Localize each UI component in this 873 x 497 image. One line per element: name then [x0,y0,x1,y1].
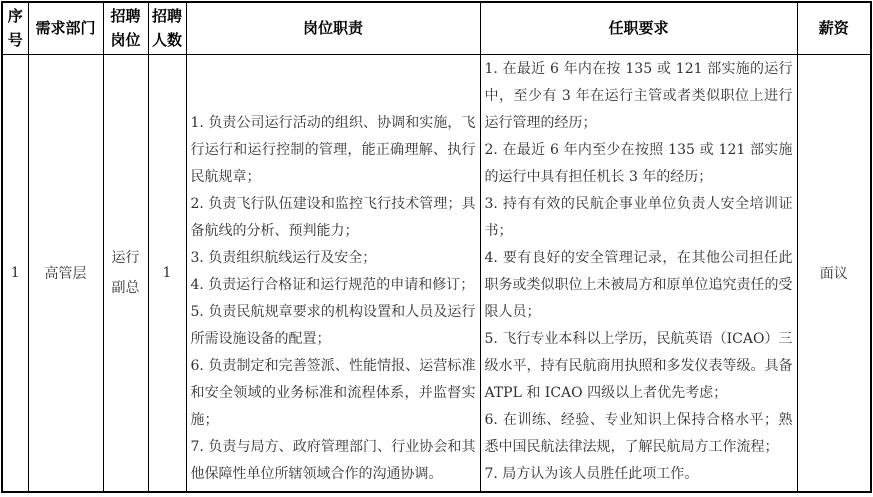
recruitment-table [1,1,872,493]
duty-item: 1. 负责公司运行活动的组织、协调和实施，飞行运行和运行控制的管理，能正确理解、执行民航规章； [190,115,476,185]
duty-item: 3. 负责组织航线运行及安全； [190,250,377,266]
position-text: 运行副总 [111,249,140,296]
requirement-item: 6. 在训练、经验、专业知识上保持合格水平；熟悉中国民航法律法规，了解民航局方工作流程； [484,411,793,455]
header-serial-number: 序号 [2,2,28,54]
duties-list [188,110,479,490]
requirement-item: 3. 持有有效的民航企事业单位负责人安全培训证书； [484,195,793,239]
header-requirements: 任职要求 [480,2,797,54]
duty-item: 7. 负责与局方、政府管理部门、行业协会和其他保障性单位所辖领域合作的沟通协调。 [190,439,476,482]
requirements-list [482,56,796,490]
duty-item: 2. 负责飞行队伍建设和监控飞行技术管理；具备航线的分析、预判能力； [190,196,476,239]
header-salary: 薪资 [797,2,871,54]
requirement-item: 4. 要有良好的安全管理记录，在其他公司担任此职务或类似职位上未被局方和原单位追究责任的受限人员； [484,249,793,320]
requirement-item: 5. 飞行专业本科以上学历，民航英语（ICAO）三级水平，持有民航商用执照和多发仪表等级。具备 ATPL 和 ICAO 四级以上者优先考虑； [484,330,793,401]
cell-department: 高管层 [28,54,103,492]
header-department: 需求部门 [28,2,103,54]
cell-requirements [480,54,797,492]
cell-headcount: 1 [148,54,186,492]
requirement-item: 2. 在最近 6 年内至少在按照 135 或 121 部实施的运行中具有担任机长 3 年的经历； [484,141,793,185]
cell-duties [186,54,480,492]
header-duties: 岗位职责 [186,2,480,54]
table-header-row [2,2,871,54]
duty-item: 5. 负责民航规章要求的机构设置和人员及运行所需设施设备的配置； [190,304,476,347]
table-row [2,54,871,492]
requirement-item: 7. 局方认为该人员胜任此项工作。 [484,465,699,482]
duty-item: 6. 负责制定和完善签派、性能情报、运营标准和安全领域的业务标准和流程体系，并监督实施； [190,358,476,428]
header-position: 招聘岗位 [103,2,148,54]
cell-salary: 面议 [797,54,871,492]
cell-serial-number: 1 [2,54,28,492]
recruitment-document [0,1,873,497]
requirement-item: 1. 在最近 6 年内在按 135 或 121 部实施的运行中，至少有 3 年在运行主管或者类似职位上进行运行管理的经历； [484,60,793,131]
header-headcount: 招聘人数 [148,2,186,54]
cell-position [103,54,148,492]
duty-item: 4. 负责运行合格证和运行规范的申请和修订； [190,277,475,293]
